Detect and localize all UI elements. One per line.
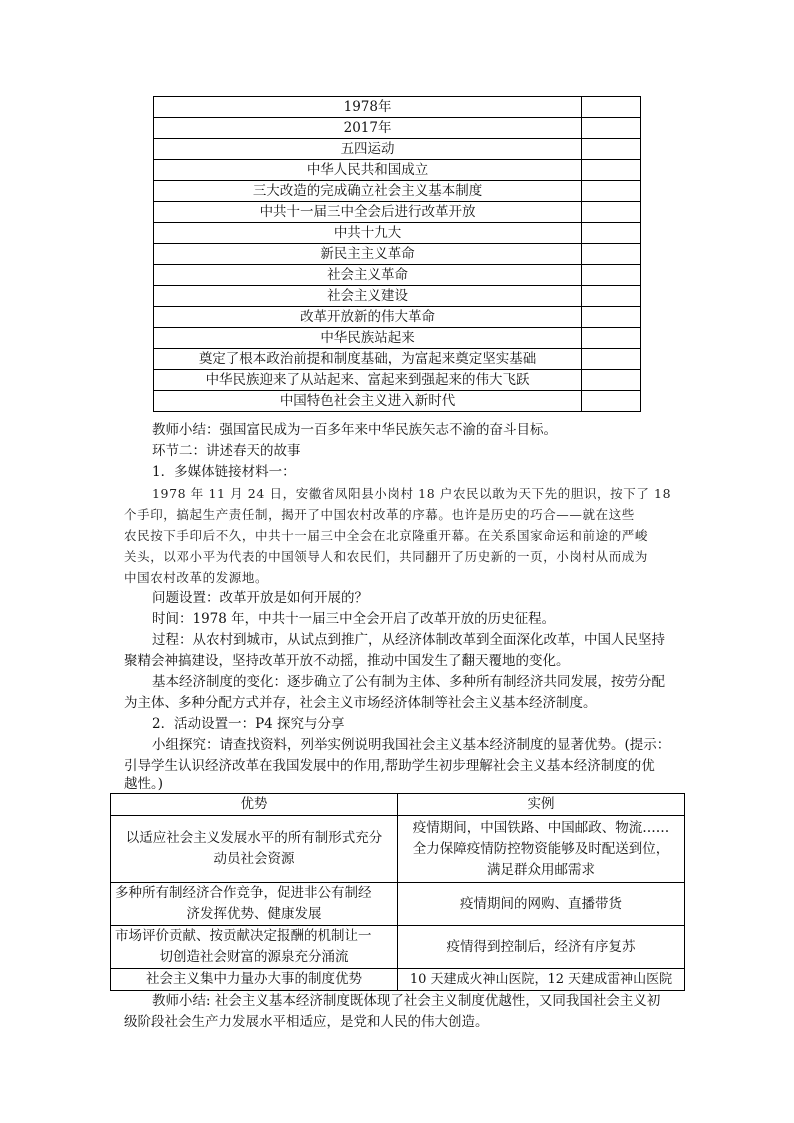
process-paragraph-line: 过程：从农村到城市，从试点到推广，从经济体制改革到全面深化改革，中国人民坚持 (152, 632, 665, 648)
item-heading: 1．多媒体链接材料一： (152, 464, 296, 480)
teacher-summary: 教师小结: 社会主义基本经济制度既体现了社会主义制度优越性，又同我国社会主义初 (152, 993, 661, 1009)
answer-blank-cell (582, 391, 641, 412)
event-cell: 社会主义建设 (154, 286, 582, 307)
time-paragraph: 时间：1978 年，中共十一届三中全会开启了改革开放的历史征程。 (152, 611, 556, 627)
table-row (111, 816, 685, 883)
cell-text: 疫情期间，中国铁路、中国邮政、物流…… (412, 819, 670, 836)
cell-text: 切创造社会财富的源泉充分涌流 (159, 949, 349, 965)
table-row (154, 328, 641, 349)
cell-text: 动员社会资源 (213, 851, 295, 867)
event-cell: 改革开放新的伟大革命 (154, 307, 582, 328)
event-cell: 中国特色社会主义进入新时代 (154, 391, 582, 412)
process-paragraph-line: 聚精会神搞建设，坚持改革开放不动摇，推动中国发生了翻天覆地的变化。 (124, 653, 570, 669)
group-inquiry-line: 小组探究：请查找资料，列举实例说明我国社会主义基本经济制度的显著优势。(提示： (152, 737, 671, 753)
table-row (154, 139, 641, 160)
answer-blank-cell (582, 181, 641, 202)
event-cell: 中共十一届三中全会后进行改革开放 (154, 202, 582, 223)
event-cell: 新民主主义革命 (154, 244, 582, 265)
advantage-cell: 社会主义集中力量办大事的制度优势 (111, 969, 398, 991)
answer-blank-cell (582, 349, 641, 370)
basic-system-line: 基本经济制度的变化：逐步确立了公有制为主体、多种所有制经济共同发展，按劳分配 (152, 674, 665, 690)
answer-blank-cell (582, 286, 641, 307)
event-cell: 三大改造的完成确立社会主义基本制度 (154, 181, 582, 202)
table-row (154, 223, 641, 244)
table-row (154, 307, 641, 328)
table-row (154, 391, 641, 412)
group-inquiry-line: 越性。) (124, 776, 164, 792)
answer-blank-cell (582, 118, 641, 139)
event-cell: 奠定了根本政治前提和制度基础，为富起来奠定坚实基础 (154, 349, 582, 370)
event-cell: 1978年 (154, 97, 582, 118)
table-row (154, 202, 641, 223)
answer-blank-cell (582, 328, 641, 349)
table-row (154, 244, 641, 265)
cell-text: 全力保障疫情防控物资能够及时配送到位， (412, 840, 670, 857)
table-row (111, 926, 685, 969)
material-paragraph-line: 1978 年 11 月 24 日，安徽省凤阳县小岗村 18 户农民以敢为天下先的胆识，按下了 18 (152, 486, 672, 501)
answer-blank-cell (582, 202, 641, 223)
section-heading: 环节二：讲述春天的故事 (152, 443, 301, 459)
matching-table (153, 96, 641, 412)
table-row (154, 286, 641, 307)
table-row (111, 883, 685, 926)
material-paragraph-line: 中国农村改革的发源地。 (124, 570, 269, 585)
teacher-summary: 教师小结：强国富民成为一百多年来中华民族矢志不渝的奋斗目标。 (152, 422, 557, 438)
material-paragraph-line: 个手印，搞起生产责任制，揭开了中国农村改革的序幕。也许是历史的巧合——就在这些 (124, 507, 635, 522)
cell-text: 多种所有制经济合作竞争，促进非公有制经 (115, 885, 372, 901)
answer-blank-cell (582, 160, 641, 181)
basic-system-line: 为主体、多种分配方式并存，社会主义市场经济体制等社会主义基本经济制度。 (124, 695, 597, 711)
example-cell: 疫情期间的网购、直播带货 (398, 883, 685, 926)
teacher-summary: 级阶段社会生产力发展水平相适应，是党和人民的伟大创造。 (124, 1014, 489, 1030)
material-paragraph-line: 农民按下手印后不久，中共十一届三中全会在北京隆重开幕。在关系国家命运和前途的严峻 (124, 528, 649, 543)
cell-text: 满足群众用邮需求 (487, 861, 595, 878)
answer-blank-cell (582, 223, 641, 244)
material-paragraph-line: 关头，以邓小平为代表的中国领导人和农民们，共同翻开了历史新的一页，小岗村从而成为 (124, 549, 649, 564)
cell-text: 以适应社会主义发展水平的所有制形式充分 (125, 830, 383, 846)
example-cell (398, 816, 685, 883)
question-setting: 问题设置：改革开放是如何开展的？ (152, 590, 368, 606)
event-cell: 五四运动 (154, 139, 582, 160)
header-example: 实例 (398, 794, 685, 816)
table-row (154, 97, 641, 118)
example-cell: 疫情得到控制后，经济有序复苏 (398, 926, 685, 969)
advantages-table (110, 793, 685, 991)
table-row (111, 969, 685, 991)
cell-text: 济发挥优势、健康发展 (186, 906, 322, 922)
event-cell: 中华人民共和国成立 (154, 160, 582, 181)
table-row (154, 349, 641, 370)
advantage-cell (111, 816, 398, 883)
answer-blank-cell (582, 139, 641, 160)
answer-blank-cell (582, 244, 641, 265)
table-row (154, 118, 641, 139)
group-inquiry-line: 引导学生认识经济改革在我国发展中的作用,帮助学生初步理解社会主义基本经济制度的优 (124, 758, 655, 774)
answer-blank-cell (582, 97, 641, 118)
header-advantage: 优势 (111, 794, 398, 816)
event-cell: 中华民族迎来了从站起来、富起来到强起来的伟大飞跃 (154, 370, 582, 391)
event-cell: 中共十九大 (154, 223, 582, 244)
advantage-cell (111, 883, 398, 926)
cell-text: 市场评价贡献、按贡献决定报酬的机制让一 (115, 928, 372, 944)
event-cell: 中华民族站起来 (154, 328, 582, 349)
event-cell: 社会主义革命 (154, 265, 582, 286)
table-row (154, 265, 641, 286)
event-cell: 2017年 (154, 118, 582, 139)
table-row (154, 370, 641, 391)
table-row (154, 160, 641, 181)
table-header-row (111, 794, 685, 816)
answer-blank-cell (582, 370, 641, 391)
answer-blank-cell (582, 265, 641, 286)
answer-blank-cell (582, 307, 641, 328)
advantage-cell (111, 926, 398, 969)
example-cell: 10 天建成火神山医院，12 天建成雷神山医院 (398, 969, 685, 991)
table-row (154, 181, 641, 202)
item-heading: 2．活动设置一：P4 探究与分享 (152, 716, 345, 732)
